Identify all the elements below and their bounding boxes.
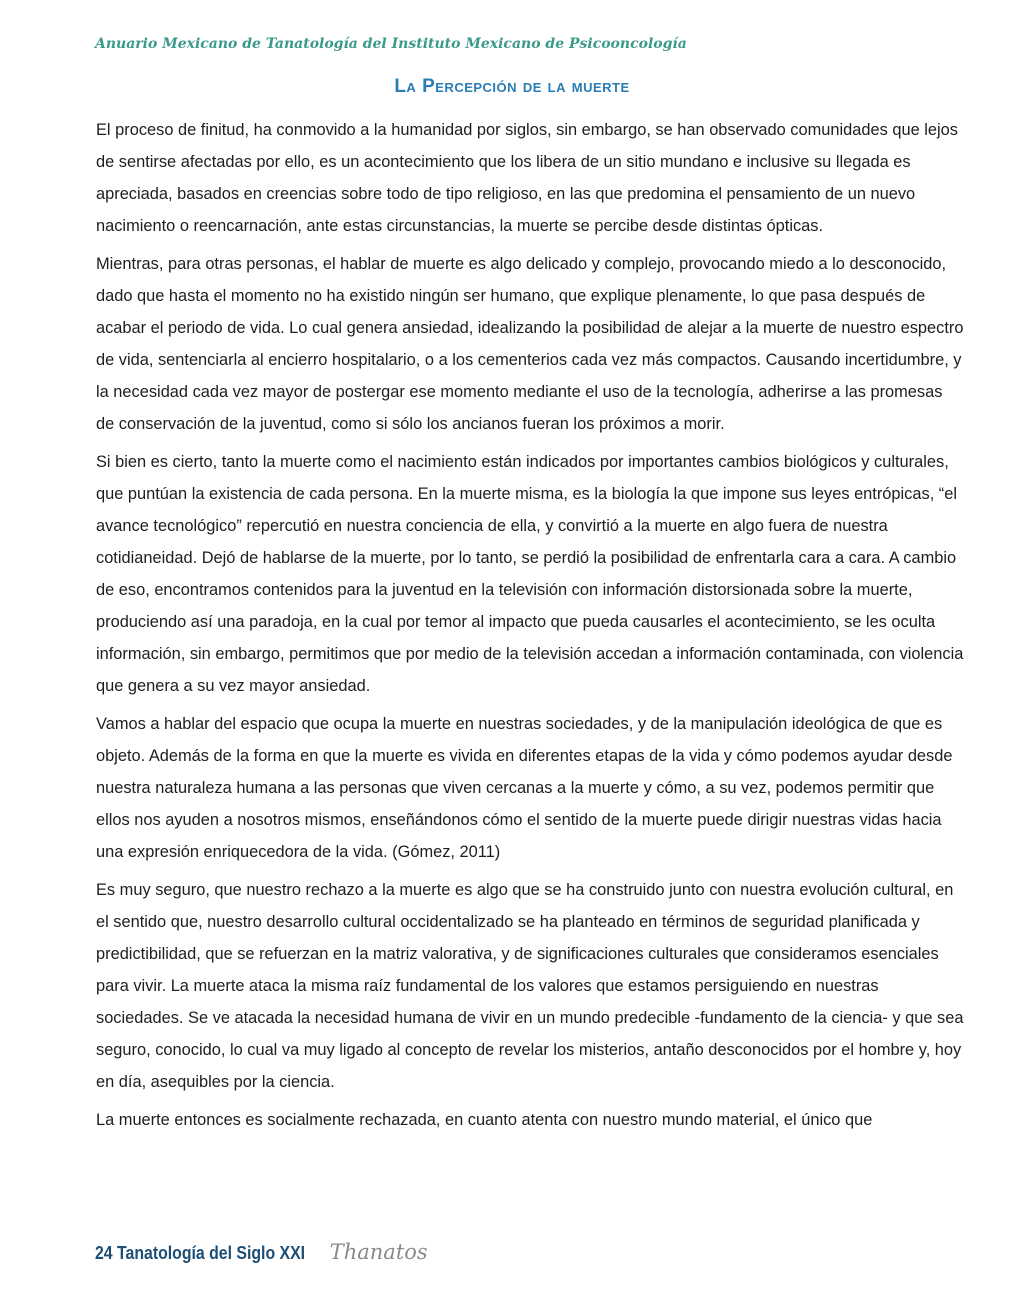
section-title: La Percepción de la muerte	[394, 76, 630, 97]
footer-page-label: 24 Tanatología del Siglo XXI	[95, 1243, 306, 1263]
paragraph: Vamos a hablar del espacio que ocupa la muerte en nuestras sociedades, y de la manipulación ideológica de que es objeto. Además de la forma en que la muerte es vivida en diferentes etapas de la vida y cómo podemos ayudar desde nuestra naturaleza humana a las personas que viven cercanas a la muerte y cómo, a su vez, podemos permitir que ellos nos ayuden a nosotros mismos, enseñándonos cómo el sentido de la muerte puede dirigir nuestras vidas hacia una expresión enriquecedora de la vida. (Gómez, 2011)	[96, 715, 953, 861]
article-body	[96, 114, 964, 1142]
paragraph: El proceso de finitud, ha conmovido a la humanidad por siglos, sin embargo, se han observado comunidades que lejos de sentirse afectadas por ello, es un acontecimiento que los libera de un sitio mundano e inclusive su llegada es apreciada, basados en creencias sobre todo de tipo religioso, en las que predomina el pensamiento de un nuevo nacimiento o reencarnación, ante estas circunstancias, la muerte se percibe desde distintas ópticas.	[96, 121, 958, 235]
paragraph: Es muy seguro, que nuestro rechazo a la muerte es algo que se ha construido junto con nuestra evolución cultural, en el sentido que, nuestro desarrollo cultural occidentalizado se ha planteado en términos de seguridad planificada y predictibilidad, que se refuerzan en la matriz valorativa, y de significaciones culturales que consideramos esenciales para vivir. La muerte ataca la misma raíz fundamental de los valores que estamos persiguiendo en nuestras sociedades. Se ve atacada la necesidad humana de vivir en un mundo predecible -fundamento de la ciencia- y que sea seguro, conocido, lo cual va muy ligado al concepto de revelar los misterios, antaño desconocidos por el hombre y, hoy en día, asequibles por la ciencia.	[96, 881, 964, 1091]
page-footer	[95, 1240, 428, 1264]
paragraph: Si bien es cierto, tanto la muerte como el nacimiento están indicados por importantes cambios biológicos y culturales, que puntúan la existencia de cada persona. En la muerte misma, es la biología la que impone sus leyes entrópicas, “el avance tecnológico” repercutió en nuestra conciencia de ella, y convirtió a la muerte en algo fuera de nuestra cotidianeidad. Dejó de hablarse de la muerte, por lo tanto, se perdió la posibilidad de enfrentarla cara a cara. A cambio de eso, encontramos contenidos para la juventud en la televisión con información distorsionada sobre la muerte, produciendo así una paradoja, en la cual por temor al impacto que pueda causarles el acontecimiento, se les oculta información, sin embargo, permitimos que por medio de la televisión accedan a información contaminada, con violencia que genera a su vez mayor ansiedad.	[96, 453, 964, 695]
journal-running-header: Anuario Mexicano de Tanatología del Instituto Mexicano de Psicooncología	[95, 36, 687, 52]
paragraph: La muerte entonces es socialmente rechazada, en cuanto atenta con nuestro mundo material, el único que	[96, 1111, 873, 1129]
paragraph: Mientras, para otras personas, el hablar de muerte es algo delicado y complejo, provocando miedo a lo desconocido, dado que hasta el momento no ha existido ningún ser humano, que explique plenamente, lo que pasa después de acabar el periodo de vida. Lo cual genera ansiedad, idealizando la posibilidad de alejar a la muerte de nuestro espectro de vida, sentenciarla al encierro hospitalario, o a los cementerios cada vez más compactos. Causando incertidumbre, y la necesidad cada vez mayor de postergar ese momento mediante el uso de la tecnología, adherirse a las promesas de conservación de la juventud, como si sólo los ancianos fueran los próximos a morir.	[96, 255, 964, 433]
thanatos-logo: Thanatos	[329, 1240, 428, 1264]
